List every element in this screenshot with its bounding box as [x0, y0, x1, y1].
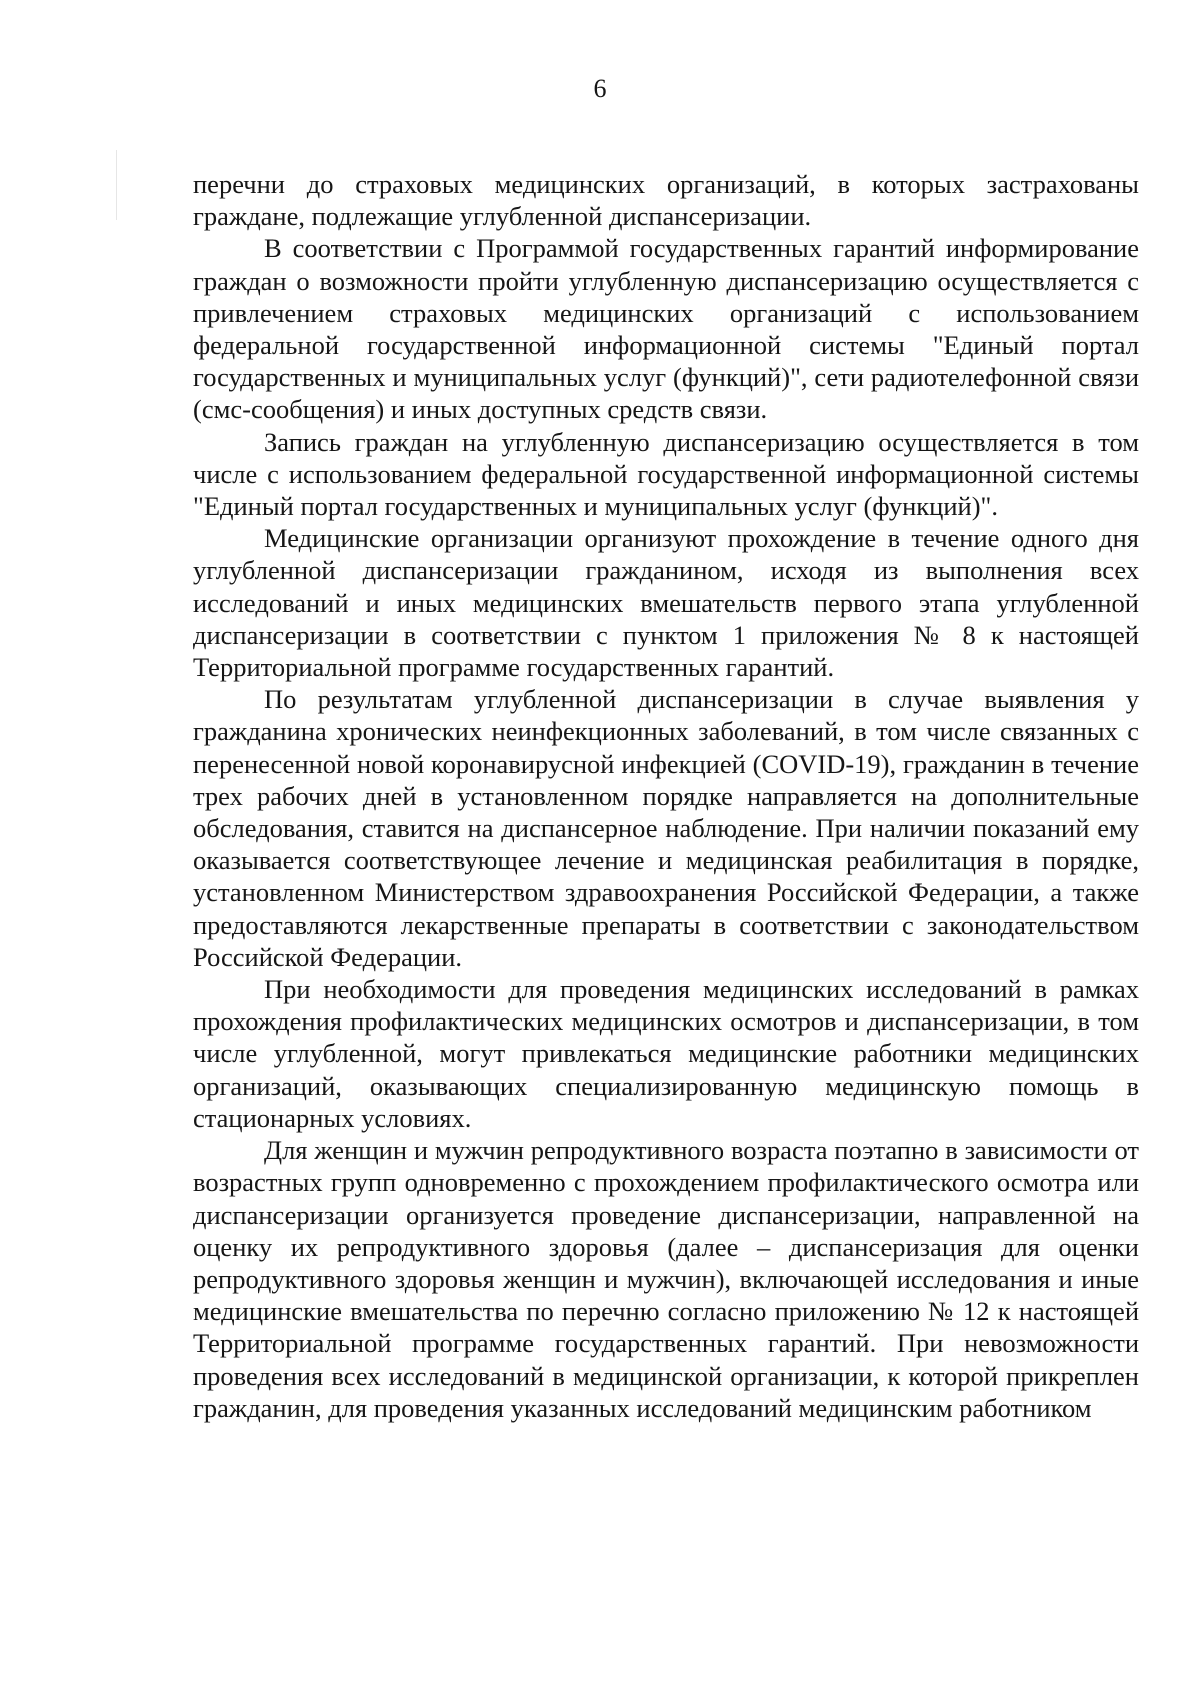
paragraph-reproductive-health: Для женщин и мужчин репродуктивного возраста поэтапно в зависимости от возрастных групп одновременно с прохождением профилактического осмотра или диспансеризации организуется проведение диспансеризации, направленной на оценку их репродуктивного здоровья (далее – диспансеризация для оценки репродуктивного здоровья женщин и мужчин), включающей исследования и иные медицинские вмешательства по перечню согласно приложению № 12 к настоящей Территориальной программе государственных гарантий. При невозможности проведения всех исследований в медицинской организации, к которой прикреплен гражданин, для проведения указанных исследований медицинским работником — [193, 1135, 1139, 1423]
paragraph-results-follow-up: По результатам углубленной диспансеризации в случае выявления у гражданина хронических неинфекционных заболеваний, в том числе связанных с перенесенной новой коронавирусной инфекцией (COVID-19), гражданин в течение трех рабочих дней в установленном порядке направляется на дополнительные обследования, ставится на диспансерное наблюдение. При наличии показаний ему оказывается соответствующее лечение и медицинская реабилитация в порядке, установленном Министерством здравоохранения Российской Федерации, а также предоставляются лекарственные препараты в соответствии с законодательством Российской Федерации. — [193, 684, 1139, 972]
paragraph-continuation: перечни до страховых медицинских организаций, в которых застрахованы граждане, подлежащие углубленной диспансеризации. — [193, 169, 1139, 232]
scan-margin-mark — [116, 150, 117, 220]
page-number: 6 — [593, 74, 607, 103]
body-text — [193, 168, 1139, 1424]
paragraph-specialist-involvement: При необходимости для проведения медицинских исследований в рамках прохождения профилактических медицинских осмотров и диспансеризации, в том числе углубленной, могут привлекаться медицинские работники медицинских организаций, оказывающих специализированную медицинскую помощь в стационарных условиях. — [193, 974, 1139, 1133]
paragraph-one-day-examination: Медицинские организации организуют прохождение в течение одного дня углубленной диспансеризации гражданином, исходя из выполнения всех исследований и иных медицинских вмешательств первого этапа углубленной диспансеризации в соответствии с пунктом 1 приложения № 8 к настоящей Территориальной программе государственных гарантий. — [193, 523, 1139, 683]
paragraph-informing-citizens: В соответствии с Программой государственных гарантий информирование граждан о возможности пройти углубленную диспансеризацию осуществляется с привлечением страховых медицинских организаций с использованием федеральной государственной информационной системы "Единый портал государственных и муниципальных услуг (функций)", сети радиотелефонной связи (смс-сообщения) и иных доступных средств связи. — [193, 233, 1139, 425]
paragraph-registration: Запись граждан на углубленную диспансеризацию осуществляется в том числе с использованием федеральной государственной информационной системы "Единый портал государственных и муниципальных услуг (функций)". — [193, 426, 1139, 522]
